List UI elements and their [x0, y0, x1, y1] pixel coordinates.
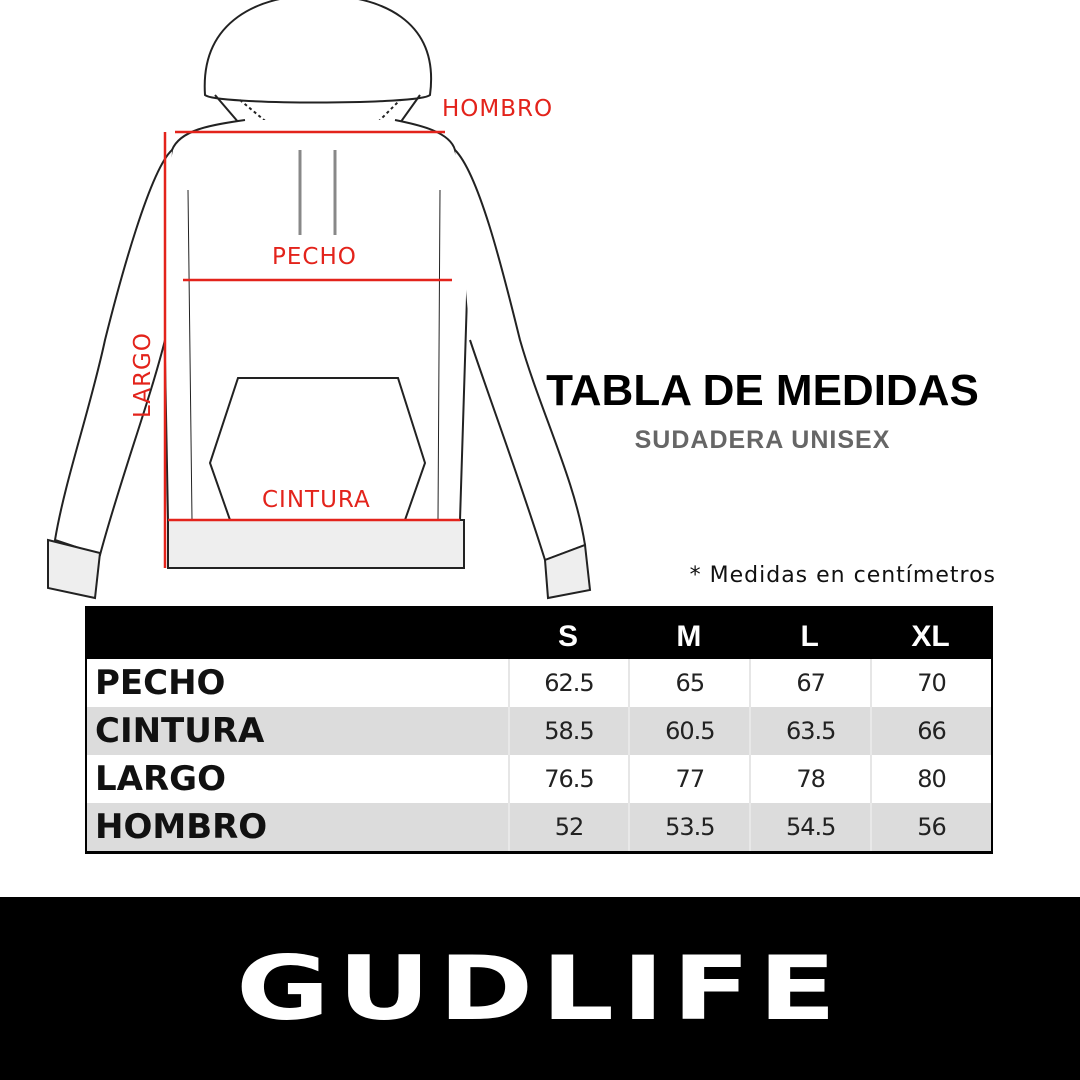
table-row — [87, 659, 991, 707]
pecho-label: PECHO — [272, 244, 357, 270]
size-header: M — [676, 620, 702, 653]
cintura-label: CINTURA — [262, 487, 371, 513]
brand-logo: GUDLIFE — [235, 937, 845, 1040]
row-label: CINTURA — [95, 711, 265, 751]
table-cell: 65 — [628, 659, 749, 707]
table-cell: 63.5 — [749, 707, 870, 755]
table-cell: 60.5 — [628, 707, 749, 755]
table-row — [87, 707, 991, 755]
table-cell: 67 — [749, 659, 870, 707]
table-row — [87, 803, 991, 851]
brand-footer — [0, 897, 1080, 1080]
row-label: HOMBRO — [95, 807, 268, 847]
table-cell: 80 — [870, 755, 991, 803]
hombro-label: HOMBRO — [442, 96, 554, 122]
table-cell: 70 — [870, 659, 991, 707]
table-cell: 58.5 — [508, 707, 629, 755]
size-table — [85, 606, 993, 854]
table-cell: 54.5 — [749, 803, 870, 851]
table-cell: 76.5 — [508, 755, 629, 803]
largo-label: LARGO — [130, 332, 156, 418]
row-label: LARGO — [95, 759, 226, 799]
table-cell: 53.5 — [628, 803, 749, 851]
table-cell: 66 — [870, 707, 991, 755]
table-cell: 77 — [628, 755, 749, 803]
size-header: L — [800, 620, 819, 653]
table-row — [87, 755, 991, 803]
row-label: PECHO — [95, 663, 226, 703]
right-sleeve — [455, 150, 585, 560]
table-cell: 78 — [749, 755, 870, 803]
table-cell: 62.5 — [508, 659, 629, 707]
waistband — [168, 520, 464, 568]
table-cell: 56 — [870, 803, 991, 851]
hoodie-diagram — [0, 0, 620, 610]
table-header — [87, 608, 991, 659]
units-note: * Medidas en centímetros — [689, 563, 996, 588]
page-subtitle: SUDADERA UNISEX — [634, 426, 891, 454]
table-cell: 52 — [508, 803, 629, 851]
hood — [205, 0, 431, 103]
size-header: XL — [911, 620, 950, 653]
page-title: TABLA DE MEDIDAS — [546, 366, 979, 415]
size-header: S — [557, 620, 578, 653]
header-spacer — [87, 608, 508, 659]
